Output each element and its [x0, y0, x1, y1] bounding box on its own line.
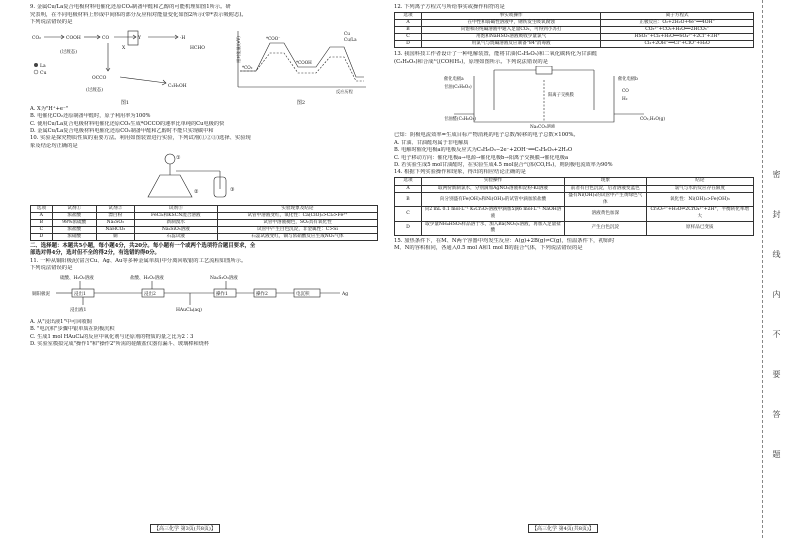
q13-option-b: B. 电解时催化电极a的电极反应式为C₃H₈O₃−2e⁻+2OH⁻══C₃H₆O₃+2H₂O: [394, 147, 573, 154]
table-cell: A: [31, 212, 53, 219]
table-cell: 取少量NH₄HSO₃样品溶于水，加入Ba(NO₃)₂溶液，再加入足量盐酸: [422, 221, 565, 235]
q9-option-a: A. X为"H⁺+e⁻": [30, 105, 69, 112]
flow-node-op1: 操作1: [216, 292, 228, 298]
apparatus-label-2: ②: [194, 188, 199, 195]
figure-1-mechanism: [30, 27, 220, 95]
flow-node-electro: 电沉积: [296, 292, 310, 298]
fig2-legend-cula: Cu/La: [344, 36, 357, 42]
fig1-label-co2: CO₂: [32, 35, 41, 41]
q13-note: 已知：阴极电流效率=生成目标产物消耗的电子总数/转移的电子总数×100%。: [394, 132, 579, 139]
table-cell: 新制溴水: [134, 219, 217, 226]
fig1-label-cu: Cu: [40, 70, 47, 76]
fig1-label-ts2: (过渡态): [86, 87, 104, 93]
flow-node-ag: Ag: [342, 292, 349, 298]
cell-label-na2co3: Na₂CO₃溶液: [530, 125, 556, 129]
table-header: 实验现象及结论: [217, 205, 377, 212]
page-3-footer: 【高三化学 第3页(共8页)】: [150, 524, 220, 533]
binding-char: 要: [772, 370, 781, 378]
table-cell: 试管中溶液变红，氧化性：Ca(ClO)₂>Cl₂>Fe³⁺: [217, 212, 377, 219]
flow-byproduct-1: 浸出液1: [70, 308, 87, 314]
q9-option-c: C. 使用Cu/La复合电极材料电催化还原CO₂生成*OCCO的速率比单纯的Cu电极的快: [30, 120, 225, 127]
q13-option-a: A. 甘油、甘油醛均属于非电解质: [394, 139, 469, 146]
q11-option-a: A. 从"浸出液1"中可回收铜: [30, 319, 92, 326]
table-cell: Cl₂+2OH⁻══Cl⁻+ClO⁻+H₂O: [601, 40, 754, 47]
fig2-ylabel: 相对能量/(eV): [236, 35, 241, 63]
table-header-row: [395, 178, 754, 186]
binding-char: 线: [772, 250, 781, 258]
table-cell: 铜: [96, 233, 134, 240]
cell-label-membrane: 阳离子交换膜: [548, 93, 574, 99]
table-cell: D: [395, 221, 422, 235]
table-cell: 浓盐酸: [52, 226, 96, 233]
table-cell: D: [395, 40, 422, 47]
table-cell: 浓硝酸: [52, 233, 96, 240]
figure-1-caption: 图1: [120, 99, 130, 106]
cell-label-co2-h2o: CO₂,H₂O(g): [640, 117, 665, 123]
flow-reagent-3: Na₂S₂O₃溶液: [210, 276, 238, 282]
q11-flowchart: [30, 273, 370, 315]
q9-option-b: B. 电催化CO₂还原制备甲醛时，原子利用率为100%: [30, 113, 151, 120]
table-row: [395, 19, 754, 26]
table-cell: 用饱和NaHSO₃溶液吸收少量氯气: [422, 33, 601, 40]
table-row: [395, 40, 754, 47]
flow-reagent-2: 盐酸、H₂O₂溶液: [130, 276, 164, 282]
fig2-label-coo: *COO⁻: [266, 35, 281, 41]
table-cell: 氯气与水的反应存在限度: [646, 185, 753, 193]
table-cell: C: [395, 207, 422, 221]
q13-electrolysis-cell: [444, 66, 684, 128]
table-cell: 前者有白色沉淀，后者溶液变蓝色: [564, 185, 646, 193]
table-header: 选项: [31, 205, 53, 212]
table-cell: 在中性和弱碱性溶液中，钢铁发生吸氧腐蚀: [422, 19, 601, 26]
cell-label-glyceraldehyde: 甘油醛(C₃H₆O₃): [444, 117, 476, 123]
table-row: [395, 185, 754, 193]
table-cell: C: [395, 33, 422, 40]
q9-stem-line1: 9. 金属Cu/La复合电极材料电催化还原CO₂制备甲醛和乙醇的可能机理如图1所示。研: [30, 4, 231, 10]
q9-stem-line2: 究表明，在不同电极材料上形成中间体的部分反应相对能量变化如图2所示(带*表示吸附态)。: [30, 11, 247, 18]
q13-option-c: C. 电子移动方向：催化电极a→电源→催化电极b→阳离子交换膜→催化电极a: [394, 154, 569, 161]
apparatus-label-3: ③: [230, 186, 235, 193]
table-header: 试剂③: [134, 205, 217, 212]
la-atom-icon: [34, 63, 38, 67]
table-row: [31, 226, 378, 233]
table-header-row: [395, 12, 754, 19]
table-cell: 漂白粉: [96, 212, 134, 219]
table-cell: B: [395, 193, 422, 207]
table-cell: B: [395, 26, 422, 33]
figure-1: [30, 27, 220, 106]
q15-stem-line1: 15. 加热条件下，在M、N两个容器中均发生反应：A(g)+2B(g)⇌C(g)，恒温条件下，初始时: [394, 237, 615, 244]
table-header: 选项: [395, 178, 422, 186]
table-cell: 向2 mL 0.1 mol·L⁻¹ K₂Cr₂O₇溶液中滴加5滴6 mol·L⁻¹ NaOH溶液: [422, 207, 565, 221]
fig1-label-la: La: [40, 63, 46, 69]
fig2-label-co2: *CO₂: [242, 64, 253, 70]
q13-option-d: D. 若实验生成5 mol甘油醛时，在实验生成4.5 mol混合气体(CO,H₂)，则阴极电流效率为90%: [394, 162, 613, 169]
flow-node-leach2: 浸出2: [144, 292, 156, 298]
binding-char: 封: [772, 210, 781, 218]
table-row: [31, 219, 378, 226]
q12-table: [394, 12, 754, 48]
table-row: [395, 33, 754, 40]
table-cell: 试管中产生白色沉淀，非金属性：C>Si: [217, 226, 377, 233]
fig1-label-h: ·H: [180, 35, 186, 41]
fig1-label-ethanol: C₂H₅OH: [168, 83, 187, 89]
fig1-label-cooh: COOH: [66, 35, 81, 41]
binding-margin: [762, 0, 794, 538]
table-cell: 试管中溶液褪色，SO₂具有氧化性: [217, 219, 377, 226]
q12-stem: 12. 下列离子方程式与所给事实或操作相符的是: [394, 4, 505, 10]
q11-stem-line2: 下列说法错误的是: [30, 265, 73, 272]
fig2-xlabel: 反应历程: [336, 88, 353, 94]
q9-stem-line3: 下列说法错误的是: [30, 19, 73, 26]
fig1-label-co: CO: [102, 35, 110, 41]
binding-char: 答: [772, 410, 781, 418]
q9-option-d: D. 金属Cu/La复合电极材料电催化还原CO₂制备甲醛和乙醇时不能只实现碳中和: [30, 128, 214, 134]
q11-option-b: B. "电沉积"步骤中银单质在阴极沉积: [30, 326, 115, 333]
q13-stem-line2: (C₃H₆O₃)和合成气(CO和H₂)，原理如图所示。下列说法错误的是: [394, 58, 549, 65]
q10-apparatus: [30, 151, 378, 205]
page-3: [0, 0, 384, 538]
table-cell: NaHCO₃: [96, 226, 134, 233]
table-cell: C: [31, 226, 53, 233]
q10-stem-line1: 10. 实验是探究物质性质的重要方法。利用如图装置进行实验，下列试剂(①②③)选择、实验现: [30, 135, 251, 142]
table-header: 选项: [395, 12, 422, 19]
q11-option-d: D. 实验室模拟完成"操作1"和"操作2"所需的硅酸盐仪器有漏斗、玻璃棒和烧杯: [30, 341, 210, 348]
figure-2: [226, 27, 376, 106]
q14-table: [394, 177, 754, 236]
q15-stem-line2: M、N的容积相同，各通入0.5 mol A和1 mol B的混合气体，下列说法错误的是: [394, 245, 583, 252]
table-row: [395, 221, 754, 235]
q11-option-c: C. 生成1 mol HAuCl₄的反应中氧化剂与还原剂的物质的量之比为2∶3: [30, 333, 194, 340]
cell-label-electrode-b: 催化电极b: [618, 77, 638, 83]
page-4-footer: 【高三化学 第4页(共8页)】: [528, 524, 598, 533]
q10-stem-line2: 象及结论均正确的是: [30, 143, 78, 149]
table-cell: 98%浓硫酸: [52, 219, 96, 226]
binding-char: 不: [772, 330, 781, 338]
q10-apparatus-drawing: [140, 151, 260, 201]
fig1-label-ts1: (过渡态): [60, 49, 78, 55]
section-2-heading-line2: 部选对得4分，选对但不全的得2分，有选错的得0分。: [30, 250, 160, 257]
fig2-legend-cu: Cu: [344, 30, 350, 36]
table-cell: D: [31, 233, 53, 240]
table-cell: 向分别盛有Fe(OH)₃和Ni(OH)₂的试管中滴加浓盐酸: [422, 193, 565, 207]
table-header: 结论: [646, 178, 753, 186]
table-cell: Na₂SO₃: [96, 219, 134, 226]
q14-stem: 14. 根据下列实验操作和现象，得出的相应结论正确的是: [394, 169, 526, 176]
table-cell: 氧化性：Ni(OH)₂>Fe(OH)₃: [646, 193, 753, 207]
table-row: [395, 26, 754, 33]
fig1-label-hcho: HCHO: [190, 45, 205, 51]
page-4: [388, 0, 758, 538]
table-cell: 盛有Ni(OH)₂的试管中产生黄绿色气体: [564, 193, 646, 207]
table-cell: 溶液黄色加深: [564, 207, 646, 221]
table-cell: 正极反应：O₂+2H₂O+4e⁻══4OH⁻: [601, 19, 754, 26]
fig1-label-y: Y: [138, 35, 141, 41]
flow-node-start: 铜阳极泥: [32, 292, 50, 298]
q11-stem-line1: 11. 一种从铜阳极泥(富含Cu、Ag、Au等多种金属单质)中分离回收银的工艺流程如图所示。: [30, 257, 247, 264]
section-2-heading-line1: 二、选择题：本题共5小题，每小题4分，共20分。每小题有一个或两个选项符合题目要求，全: [30, 243, 256, 250]
fig1-label-x: X: [122, 45, 126, 51]
table-row: [395, 207, 754, 221]
table-cell: HSO₃⁻+Cl₂+H₂O══SO₄²⁻+2Cl⁻+3H⁺: [601, 33, 754, 40]
table-header-row: [31, 205, 378, 212]
binding-char: 密: [772, 170, 781, 178]
q9-figures: [30, 27, 378, 106]
table-cell: 石蕊试液变红，铜与浓硝酸反应生成NO₂气体: [217, 233, 377, 240]
table-cell: 浓盐酸: [52, 212, 96, 219]
flow-reagent-1: 硫酸、H₂O₂溶液: [60, 276, 94, 282]
figure-2-caption: 图2: [296, 99, 306, 106]
table-cell: Na₂SiO₃溶液: [134, 226, 217, 233]
cell-label-glycerol: 甘油(C₃H₈O₃): [444, 85, 472, 91]
table-cell: Cr₂O₇²⁻+H₂O⇌2CrO₄²⁻+2H⁺，平衡转化率增大: [646, 207, 753, 221]
table-row: [31, 212, 378, 219]
table-header: 实验操作: [422, 178, 565, 186]
table-header: 试剂②: [96, 205, 134, 212]
table-row: [31, 233, 378, 240]
table-cell: 用氯气与烧碱溶液反应制备"84"消毒液: [422, 40, 601, 47]
figure-2-energy-diagram: [226, 27, 376, 95]
q10-table: [30, 205, 378, 241]
table-cell: FeCl₂和KSCN混合溶液: [134, 212, 217, 219]
table-cell: 向饱和的纯碱溶液中通入足量CO₂，可得到小苏打: [422, 26, 601, 33]
table-cell: A: [395, 185, 422, 193]
table-cell: 取两份新制氯水，分别滴加AgNO₃溶液和淀粉-KI溶液: [422, 185, 565, 193]
flow-node-leach1: 浸出1: [74, 292, 86, 298]
table-cell: 产生白色沉淀: [564, 221, 646, 235]
fig2-label-cooh: *COOH: [296, 59, 312, 65]
table-header: 事实或操作: [422, 12, 601, 19]
flow-node-op2: 操作2: [256, 292, 268, 298]
table-header: 现象: [564, 178, 646, 186]
table-row: [395, 193, 754, 207]
apparatus-label-1: ①: [176, 154, 181, 161]
table-cell: B: [31, 219, 53, 226]
cell-label-electrode-a: 催化电极a: [444, 77, 464, 83]
binding-char: 题: [772, 450, 781, 458]
cell-label-h2: H₂: [622, 97, 628, 103]
table-cell: A: [395, 19, 422, 26]
fig1-label-occo: OCCO: [92, 75, 107, 81]
table-cell: 原样品已变质: [646, 221, 753, 235]
table-header: 试剂①: [52, 205, 96, 212]
binding-char: 内: [772, 290, 781, 298]
table-cell: 石蕊试液: [134, 233, 217, 240]
q13-stem-line1: 13. 我国科技工作者设计了一种电解装置，能将甘油(C₃H₈O₃)和二氧化碳转化为甘油醛: [394, 51, 598, 58]
cu-atom-icon: [34, 70, 38, 74]
cell-label-co: CO: [622, 89, 629, 95]
flow-byproduct-2: HAuCl₄(aq): [176, 308, 202, 314]
table-header: 离子方程式: [601, 12, 754, 19]
table-cell: CO₃²⁻+CO₂+H₂O══2HCO₃⁻: [601, 26, 754, 33]
